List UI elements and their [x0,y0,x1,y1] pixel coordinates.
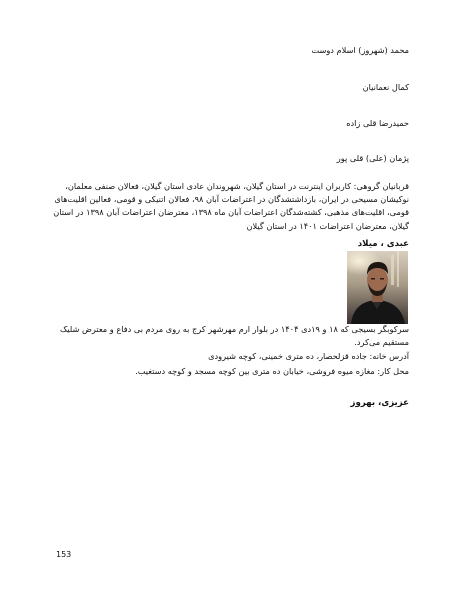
person-1-work-address: محل کار: مغازه میوه فروشی، خیابان ده متری بین کوچه مسجد و کوچه دستغیب. [135,366,409,376]
portrait-image [347,251,408,324]
name-line-2: کمال نعمانیان [362,82,409,92]
name-line-1: محمد (شهروز) اسلام دوست [311,45,409,55]
page-number: 153 [56,550,72,559]
person-1-description: سرکوبگر بسیجی که ۱۸ و ۱۹دی ۱۴۰۴ در بلوار ارم مهرشهر کرج به روی مردم بی دفاع و معترض شلیک مستقیم می‌کرد. [59,324,409,348]
person-1-photo [347,251,408,324]
person-2-name: عزیزی، بهروز [350,398,409,408]
name-line-3: حمیدرضا قلی زاده [346,118,409,128]
person-1-name: عبدی ، میلاد [357,239,409,249]
name-line-4: پژمان (علی) قلی پور [336,153,409,163]
victims-paragraph: قربانیان گروهی: کاربران اینترنت در استان گیلان، شهروندان عادی استان گیلان، فعالان صنفی معلمان، نوکیشان مسیحی در ایران، بازداشتشدگان در اعتراضات آبان ۹۸، فعالان اتنیکی و قومی، فعالین اقلیت‌های قومی، اقلیت‌های مذهبی، کشته‌شدگان اعتراضات آبان ماه ۱۳۹۸، معترضان اعتراضات آبان ۱۳۹۸ در استان گیلان، معترضان اعتراضات ۱۴۰۱ در استان گیلان [53,181,409,231]
person-1-home-address: آدرس خانه: جاده قزلحصار، ده متری خمینی، کوچه شیرودی [208,351,409,361]
